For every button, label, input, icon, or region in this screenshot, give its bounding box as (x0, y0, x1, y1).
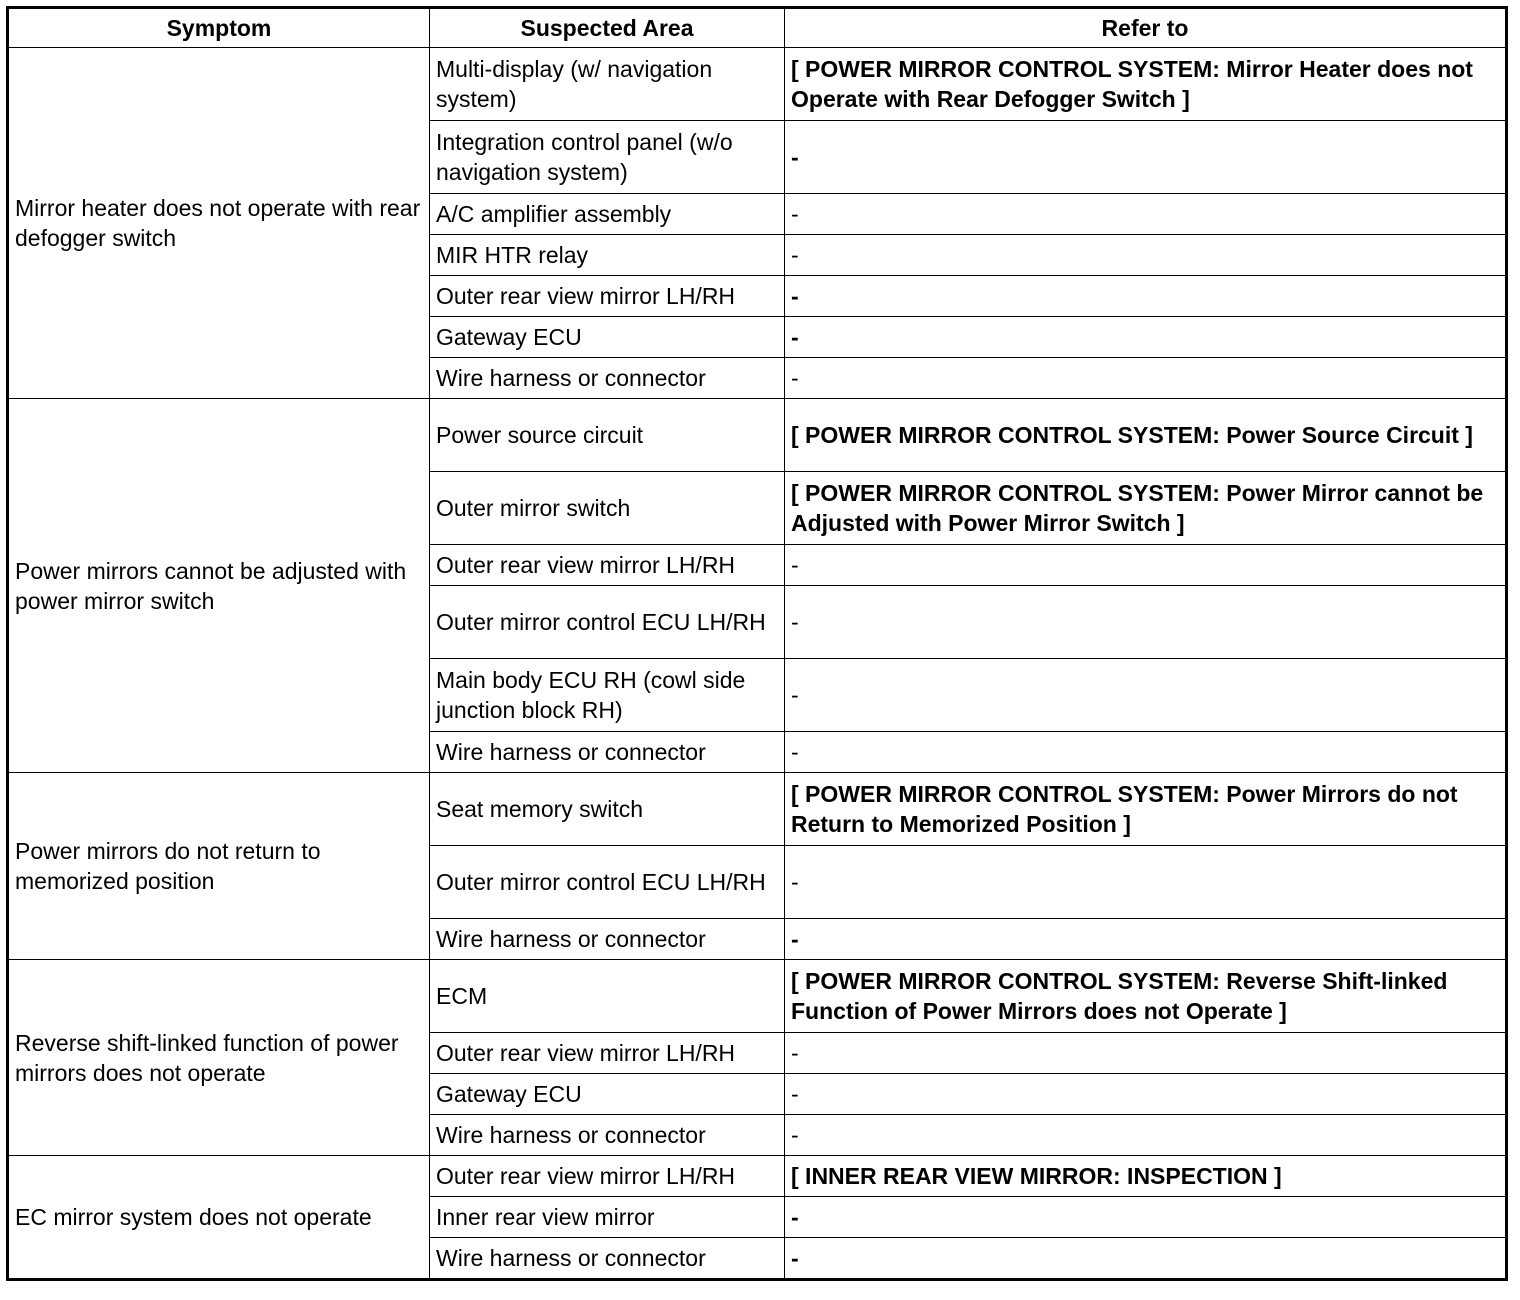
suspected-area-cell: Inner rear view mirror (430, 1197, 785, 1238)
table-row (8, 48, 1507, 121)
refer-to-cell: - (785, 235, 1507, 276)
symptom-cell: Power mirrors cannot be adjusted with power mirror switch (8, 399, 430, 773)
table-body (8, 48, 1507, 1280)
refer-to-cell: - (785, 121, 1507, 194)
suspected-area-cell: Outer rear view mirror LH/RH (430, 276, 785, 317)
refer-to-link[interactable]: [ INNER REAR VIEW MIRROR: INSPECTION ] (785, 1156, 1507, 1197)
suspected-area-cell: Integration control panel (w/o navigation system) (430, 121, 785, 194)
symptom-cell: Mirror heater does not operate with rear defogger switch (8, 48, 430, 399)
header-refer-to: Refer to (785, 8, 1507, 48)
refer-to-cell: - (785, 659, 1507, 732)
refer-to-cell: - (785, 586, 1507, 659)
refer-to-cell: - (785, 1074, 1507, 1115)
table-row (8, 399, 1507, 472)
refer-to-cell: - (785, 732, 1507, 773)
refer-to-link[interactable]: [ POWER MIRROR CONTROL SYSTEM: Power Mirrors do not Return to Memorized Position ] (785, 773, 1507, 846)
symptom-cell: Power mirrors do not return to memorized position (8, 773, 430, 960)
refer-to-cell: - (785, 194, 1507, 235)
refer-to-link[interactable]: [ POWER MIRROR CONTROL SYSTEM: Power Source Circuit ] (785, 399, 1507, 472)
suspected-area-cell: Outer mirror switch (430, 472, 785, 545)
troubleshooting-table (6, 6, 1508, 1281)
refer-to-link[interactable]: [ POWER MIRROR CONTROL SYSTEM: Mirror Heater does not Operate with Rear Defogger Switch ] (785, 48, 1507, 121)
refer-to-cell: - (785, 358, 1507, 399)
suspected-area-cell: Seat memory switch (430, 773, 785, 846)
suspected-area-cell: Outer rear view mirror LH/RH (430, 545, 785, 586)
suspected-area-cell: Wire harness or connector (430, 358, 785, 399)
suspected-area-cell: Gateway ECU (430, 1074, 785, 1115)
header-symptom: Symptom (8, 8, 430, 48)
suspected-area-cell: Outer rear view mirror LH/RH (430, 1033, 785, 1074)
header-row (8, 8, 1507, 48)
suspected-area-cell: Outer mirror control ECU LH/RH (430, 846, 785, 919)
table-row (8, 773, 1507, 846)
suspected-area-cell: Wire harness or connector (430, 1115, 785, 1156)
suspected-area-cell: Gateway ECU (430, 317, 785, 358)
suspected-area-cell: Outer rear view mirror LH/RH (430, 1156, 785, 1197)
refer-to-cell: - (785, 919, 1507, 960)
suspected-area-cell: MIR HTR relay (430, 235, 785, 276)
refer-to-cell: - (785, 317, 1507, 358)
refer-to-cell: - (785, 545, 1507, 586)
suspected-area-cell: Power source circuit (430, 399, 785, 472)
refer-to-cell: - (785, 1115, 1507, 1156)
suspected-area-cell: Main body ECU RH (cowl side junction block RH) (430, 659, 785, 732)
table-row (8, 1156, 1507, 1197)
suspected-area-cell: A/C amplifier assembly (430, 194, 785, 235)
refer-to-cell: - (785, 276, 1507, 317)
refer-to-cell: - (785, 846, 1507, 919)
suspected-area-cell: Wire harness or connector (430, 1238, 785, 1280)
symptom-cell: EC mirror system does not operate (8, 1156, 430, 1280)
suspected-area-cell: Wire harness or connector (430, 732, 785, 773)
suspected-area-cell: Multi-display (w/ navigation system) (430, 48, 785, 121)
table-row (8, 960, 1507, 1033)
suspected-area-cell: ECM (430, 960, 785, 1033)
refer-to-cell: - (785, 1033, 1507, 1074)
refer-to-link[interactable]: [ POWER MIRROR CONTROL SYSTEM: Power Mirror cannot be Adjusted with Power Mirror Switch ] (785, 472, 1507, 545)
suspected-area-cell: Wire harness or connector (430, 919, 785, 960)
refer-to-link[interactable]: [ POWER MIRROR CONTROL SYSTEM: Reverse Shift-linked Function of Power Mirrors does not Operate ] (785, 960, 1507, 1033)
suspected-area-cell: Outer mirror control ECU LH/RH (430, 586, 785, 659)
refer-to-cell: - (785, 1238, 1507, 1280)
refer-to-cell: - (785, 1197, 1507, 1238)
symptom-cell: Reverse shift-linked function of power mirrors does not operate (8, 960, 430, 1156)
header-suspected-area: Suspected Area (430, 8, 785, 48)
